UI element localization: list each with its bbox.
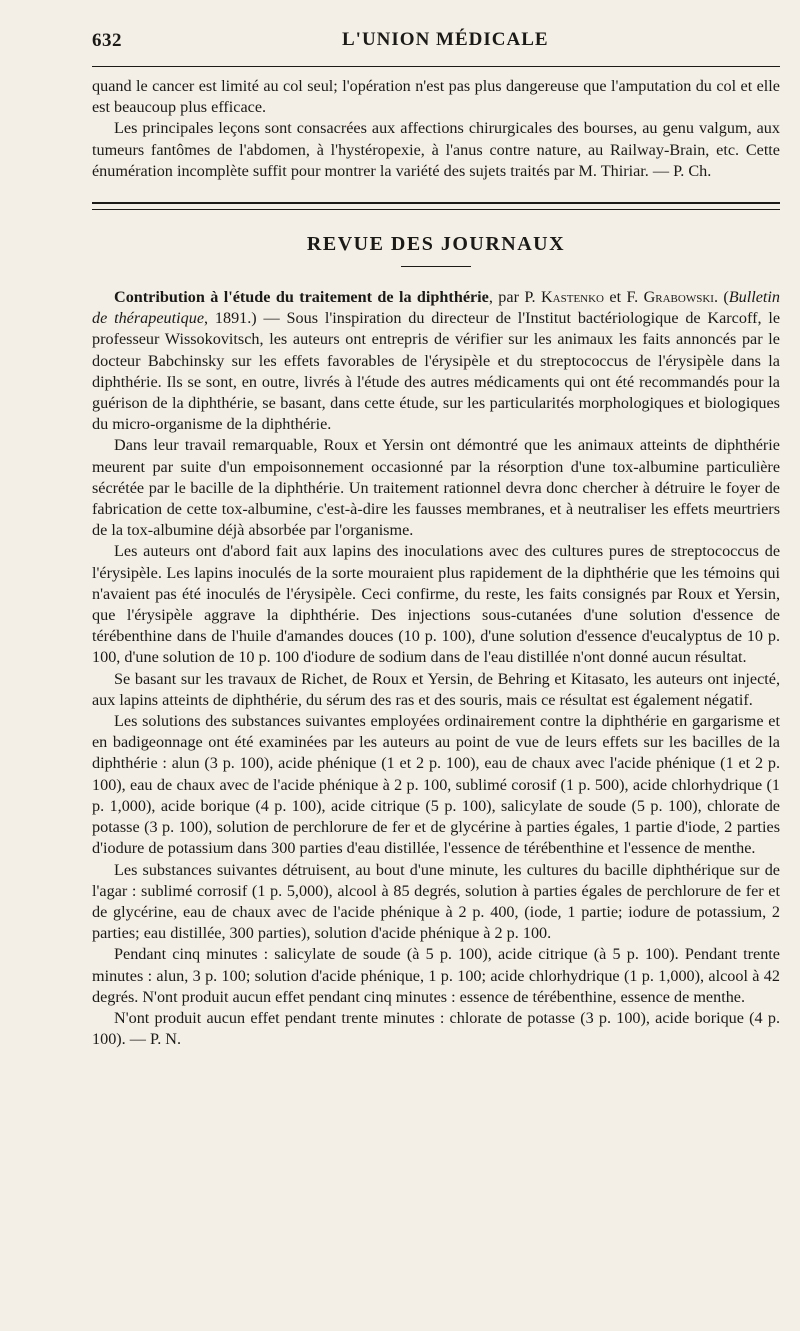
page-number: 632 [92,30,122,51]
article-citation-open: . ( [713,288,729,307]
paragraph: Les solutions des substances suivantes employées ordinairement contre la diphthérie en gargarisme et en badigeonnage ont été examinées par les auteurs au point de vue de leurs effets sur les bacilles de la diphthérie : alun (3 p. 100), acide phénique (1 et 2 p. 100), eau de chaux avec l'acide phénique (1 et 2 p. 100), eau de chaux avec de l'acide phénique à 2 p. 100, sublimé corosif (1 p. 500), acide chlorhydrique (1 p. 1,000), acide borique (4 p. 100), acide citrique (5 p. 100), salicylate de soude (5 p. 100), chlorate de potasse (3 p. 100), solution de perchlorure de fer et de glycérine à parties égales, 1 partie d'iode, 2 parties d'iodure de potassium dans 300 parties d'eau distillée, l'essence de térébenthine et l'essence de menthe. [92,712,780,858]
article-title: Contribution à l'étude du traitement de la diphthérie [114,288,489,307]
paragraph: Pendant cinq minutes : salicylate de soude (à 5 p. 100), acide citrique (à 5 p. 100). Pendant trente minutes : alun, 3 p. 100; solution d'acide phénique, 1 p. 100; acide chlorhydrique (1 p. 1,000), alcool à 42 degrés. N'ont produit aucun effet pendant cinq minutes : essence de térébenthine, essence de menthe. [92,945,780,1006]
article-lead-paragraph [92,287,780,435]
running-header [92,26,774,58]
title-rule [401,266,471,267]
header-rule [92,66,780,67]
article-authors-prefix: , par P. [488,288,541,307]
article-journal: Bulletin de thérapeutique [92,288,780,328]
paragraph: Les principales leçons sont consacrées aux affections chirurgicales des bourses, au genu valgum, aux tumeurs fantômes de l'abdomen, à l'hystéropexie, à l'anus contre nature, au Railway-Brain, etc. Cette énumération incomplète suffit pour montrer la variété des sujets traités par M. Thiriar. — P. Ch. [92,119,780,180]
paragraph: Les auteurs ont d'abord fait aux lapins des inoculations avec des cultures pures de streptococcus de l'érysipèle. Les lapins inoculés de la sorte mouraient plus rapidement de la diphthérie que les témoins qui n'avaient pas été inoculés de l'érysipèle. Ceci confirme, du reste, les faits consignés par Roux et Yersin, que l'érysipèle aggrave la diphthérie. Des injections sous-cutanées d'une solution d'essence de térébenthine dans de l'huile d'amandes douces (10 p. 100), d'une solution d'essence d'eucalyptus de 10 p. 100, d'une solution de 10 p. 100 d'iodure de sodium dans de l'eau distillée n'ont donné aucun résultat. [92,542,780,667]
section-title: REVUE DES JOURNAUX [306,233,566,256]
article-author-1: Kastenko [540,288,605,307]
paragraph: quand le cancer est limité au col seul; l'opération n'est pas plus dangereuse que l'amputation du col et elle est beaucoup plus efficace. [92,77,780,117]
article-citation-text: , 1891.) — Sous l'inspiration du directeur de l'Institut bactériologique de Karcoff, le professeur Wissokovitsch, les auteurs ont entrepris de vérifier sur les animaux les faits annoncés par le docteur Babchinsky sur les effets favorables de l'érysipèle et du streptococcus de l'érysipèle dans la diphthérie. Ils se sont, en outre, livrés à l'étude des autres médicaments qui ont été recommandés pour la guérison de la diphthérie, se basant, dans cette étude, sur les particularités morphologiques et biologiques du micro-organisme de la diphthérie. [92,309,781,434]
section-divider [92,202,780,210]
paragraph: Se basant sur les travaux de Richet, de Roux et Yersin, de Behring et Kitasato, les auteurs ont injecté, aux lapins atteints de diphthérie, du sérum des ras et des souris, mais ce résultat est également négatif. [92,669,780,709]
paragraph: N'ont produit aucun effet pendant trente minutes : chlorate de potasse (3 p. 100), acide borique (4 p. 100). — P. N. [92,1008,780,1049]
paragraph: Dans leur travail remarquable, Roux et Yersin ont démontré que les animaux atteints de diphthérie meurent par suite d'un empoisonnement occasionné par la résorption d'une tox-albumine particulière sécrétée par le bacille de la diphthérie. Un traitement rationnel devra donc chercher à détruire le foyer de fabrication de cette tox-albumine, c'est-à-dire les fausses membranes, et à neutraliser les effets meurtriers de la tox-albumine déjà absorbée par l'organisme. [92,436,780,540]
journal-title: L'UNION MÉDICALE [342,29,549,50]
article-author-2: Grabowski [643,288,714,307]
paragraph: Les substances suivantes détruisent, au bout d'une minute, les cultures du bacille diphthérique sur de l'agar : sublimé corrosif (1 p. 5,000), alcool à 85 degrés, solution à parties égales de perchlorure de fer et de glycérine, eau de chaux avec de l'acide phénique à 2 p. 400, (iode, 1 partie; iodure de potassium, 2 parties; eau distillée, 300 parties), solution d'acide phénique à 2 p. 100. [92,860,780,943]
page-body [92,76,780,1050]
article-author-joiner: et F. [604,288,644,307]
